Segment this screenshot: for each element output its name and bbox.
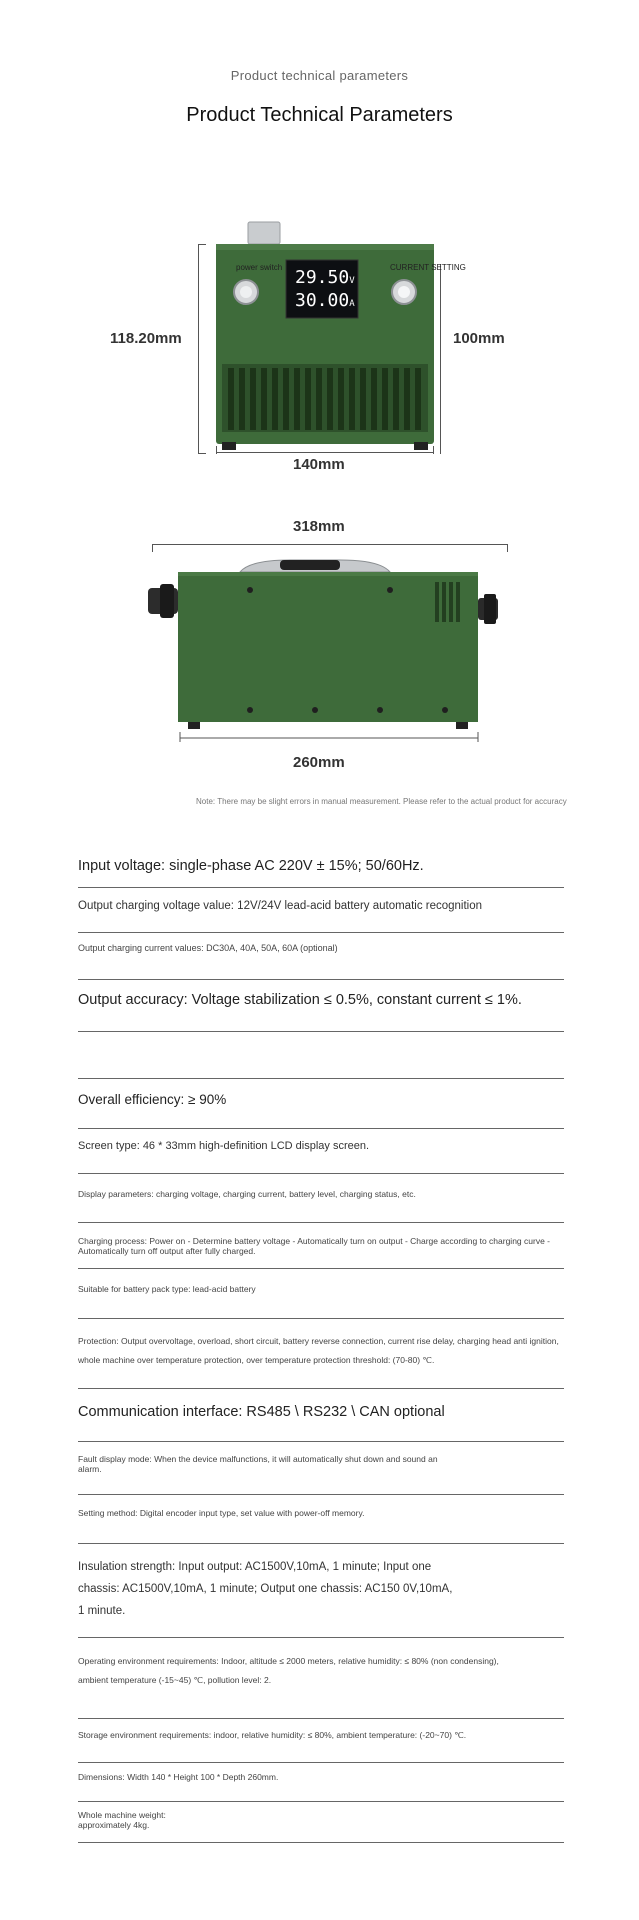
spec-weight: Whole machine weight: approximately 4kg.	[78, 1810, 166, 1830]
divider	[78, 1268, 564, 1269]
dimension-tick	[433, 446, 434, 454]
dimension-tick	[216, 446, 217, 454]
dimension-width-bottom: 260mm	[293, 754, 345, 771]
spec-operating-environment: Operating environment requirements: Indoor, altitude ≤ 2000 meters, relative humidity: ≤ 80% (non condensing), ambient temperature (-15~45) ℃, pollution level: 2.	[78, 1656, 499, 1685]
divider	[78, 1762, 564, 1763]
divider	[78, 1388, 564, 1389]
divider	[78, 1222, 564, 1223]
current-setting-label: CURRENT SETTING	[390, 263, 466, 272]
divider	[78, 1173, 564, 1174]
divider	[78, 1441, 564, 1442]
spec-dimensions: Dimensions: Width 140 * Height 100 * Depth 260mm.	[78, 1772, 279, 1782]
divider	[78, 1494, 564, 1495]
display-current	[295, 290, 355, 311]
spec-communication-interface: Communication interface: RS485 \ RS232 \ CAN optional	[78, 1404, 445, 1420]
dimension-width-top: 318mm	[293, 518, 345, 535]
spec-fault-display: Fault display mode: When the device malfunctions, it will automatically shut down and sound an alarm.	[78, 1454, 438, 1474]
display-voltage	[295, 267, 355, 288]
divider	[78, 1637, 564, 1638]
dimension-width-front: 140mm	[293, 456, 345, 473]
spec-setting-method: Setting method: Digital encoder input type, set value with power-off memory.	[78, 1508, 365, 1518]
divider	[78, 1031, 564, 1032]
dimension-line-bottom	[216, 452, 434, 453]
power-switch-label: power switch	[236, 263, 283, 272]
spec-efficiency: Overall efficiency: ≥ 90%	[78, 1092, 227, 1107]
spec-insulation-strength: Insulation strength: Input output: AC1500V,10mA, 1 minute; Input one chassis: AC1500V,10mA, 1 minute; Output one chassis: AC150 0V,10mA, 1 minute.	[78, 1561, 453, 1617]
spec-screen-type: Screen type: 46 * 33mm high-definition LCD display screen.	[78, 1140, 370, 1152]
charger-side-image	[140, 540, 520, 750]
divider	[78, 1842, 564, 1843]
charger-front-image	[100, 220, 520, 480]
dimension-height-left: 118.20mm	[110, 330, 182, 347]
divider	[78, 1078, 564, 1079]
spec-battery-type: Suitable for battery pack type: lead-acid battery	[78, 1284, 256, 1294]
spec-output-current: Output charging current values: DC30A, 40A, 50A, 60A (optional)	[78, 943, 338, 953]
divider	[78, 932, 564, 933]
divider	[78, 1718, 564, 1719]
spec-storage-environment: Storage environment requirements: indoor, relative humidity: ≤ 80%, ambient temperature: (-20~70) ℃.	[78, 1730, 467, 1740]
spec-display-parameters: Display parameters: charging voltage, charging current, battery level, charging status, etc.	[78, 1189, 416, 1199]
front-view	[100, 220, 520, 480]
spec-charging-process: Charging process: Power on - Determine battery voltage - Automatically turn on output - Charge according to charging curve - Automatically turn off output after fully charged.	[78, 1236, 550, 1256]
display-current-unit: A	[349, 299, 355, 309]
spec-output-accuracy: Output accuracy: Voltage stabilization ≤ 0.5%, constant current ≤ 1%.	[78, 992, 522, 1008]
side-view	[140, 540, 520, 750]
page-subtitle: Product technical parameters	[230, 68, 409, 83]
spec-protection: Protection: Output overvoltage, overload, short circuit, battery reverse connection, current rise delay, charging head anti ignition, whole machine over temperature protection, over temperature protection threshold: (70-80) ℃.	[78, 1336, 559, 1365]
divider	[78, 1318, 564, 1319]
divider	[78, 1128, 564, 1129]
display-voltage-value: 29.50	[295, 267, 350, 288]
divider	[78, 979, 564, 980]
page-title: Product Technical Parameters	[186, 104, 453, 126]
divider	[78, 1543, 564, 1544]
measurement-note: Note: There may be slight errors in manual measurement. Please refer to the actual product for accuracy	[196, 797, 567, 806]
dimension-height-right: 100mm	[453, 330, 505, 347]
divider	[78, 887, 564, 888]
divider	[78, 1801, 564, 1802]
spec-output-voltage: Output charging voltage value: 12V/24V lead-acid battery automatic recognition	[78, 900, 483, 912]
display-current-value: 30.00	[295, 290, 350, 311]
display-voltage-unit: V	[349, 276, 355, 286]
spec-input-voltage: Input voltage: single-phase AC 220V ± 15%; 50/60Hz.	[78, 858, 424, 874]
